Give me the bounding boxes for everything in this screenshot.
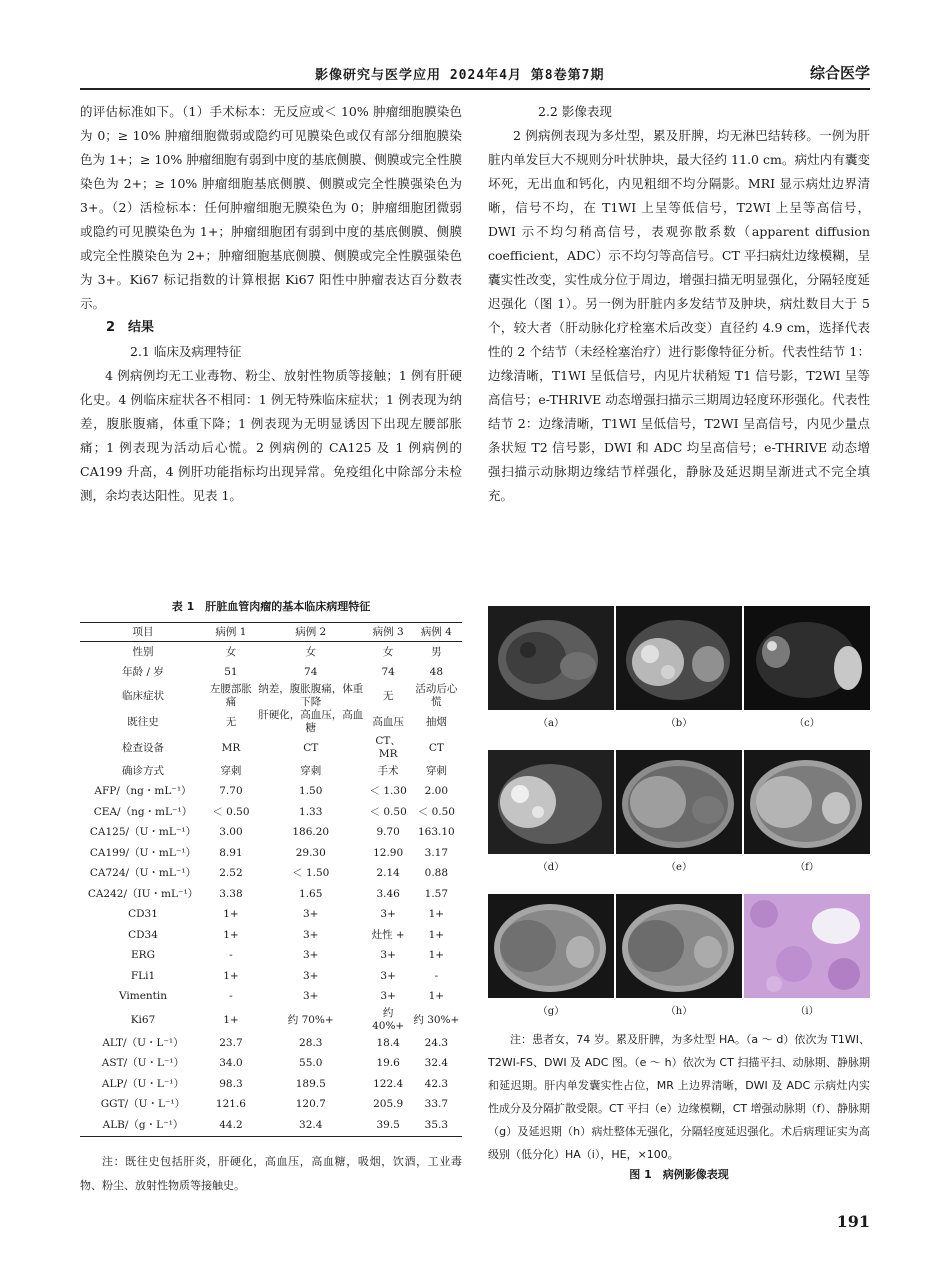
table-row <box>80 987 462 1008</box>
table-cell: CD34 <box>128 928 158 941</box>
table-cell: 98.3 <box>219 1077 243 1090</box>
table-cell: Ki67 <box>130 1013 156 1026</box>
table-cell: ＜ 1.50 <box>292 867 330 880</box>
table-row <box>80 709 462 735</box>
table-cell: 51 <box>224 666 238 679</box>
table-cell: 189.5 <box>295 1077 326 1090</box>
table-cell: 3+ <box>380 949 396 962</box>
table-cell: 1+ <box>223 908 239 921</box>
table-row <box>80 782 462 803</box>
table-cell: 3+ <box>302 928 319 941</box>
table-cell: CA724/（U・mL⁻¹） <box>89 867 197 880</box>
table-cell: 3+ <box>302 969 319 982</box>
table-cell: ＜ 0.50 <box>369 805 407 818</box>
table-cell: 既往史 <box>127 715 159 728</box>
table-cell: 1.57 <box>424 887 449 900</box>
table-cell: - <box>229 990 233 1003</box>
panel-d-adc-image <box>488 750 614 854</box>
figure-1 <box>488 606 870 1030</box>
table-row <box>80 683 462 709</box>
table-cell: 1+ <box>428 908 445 921</box>
table-cell: AST/（U・L⁻¹） <box>101 1057 185 1070</box>
table-cell: ＜ 0.50 <box>417 805 455 818</box>
label-g: （g） <box>537 1006 565 1017</box>
table-cell: AFP/（ng・mL⁻¹） <box>94 785 192 798</box>
table-cell: 灶性 + <box>371 928 405 941</box>
table-row <box>80 1054 462 1075</box>
table-cell: ALT/（U・L⁻¹） <box>102 1036 184 1049</box>
table-cell: ALP/（U・L⁻¹） <box>101 1077 185 1090</box>
table-cell: 2.00 <box>424 785 449 798</box>
table-cell: 122.4 <box>373 1077 404 1090</box>
table-cell: 临床症状 <box>122 689 164 702</box>
table-cell: Vimentin <box>118 990 168 1003</box>
table-cell: 手术 <box>377 764 399 777</box>
label-d: （d） <box>537 862 565 873</box>
table-cell: 1+ <box>223 1013 239 1026</box>
table-cell: CT <box>428 741 444 754</box>
figure-note: 注：患者女，74 岁。累及肝脾，为多灶型 HA。（a ～ d）依次为 T1WI、T2WI-FS、DWI 及 ADC 图。（e ～ h）依次为 CT 扫描平扫、动脉期、静脉期和延迟期。肝内单发囊实性占位，MR 上边界清晰，DWI 及 ADC 示病灶内实性成分及分隔扩散受限。CT 平扫（e）边缘模糊，CT 增强动脉期（f）、静脉期（g）及延迟期（h）病灶整体无强化，分隔轻度延迟强化。术后病理证实为高级别（低分化）HA（i），HE，×100。 <box>488 1033 870 1161</box>
table-cell: 121.6 <box>215 1098 246 1111</box>
table-row <box>80 966 462 987</box>
table-row <box>80 1033 462 1054</box>
table-cell: 35.3 <box>411 1115 462 1136</box>
table-cell: 8.91 <box>219 846 243 859</box>
table-cell: 23.7 <box>219 1036 243 1049</box>
label-h: （h） <box>665 1006 693 1017</box>
table-cell: 1+ <box>223 928 239 941</box>
table-cell: CA199/（U・mL⁻¹） <box>89 846 197 859</box>
table-cell: 1.33 <box>299 805 323 818</box>
clinical-table <box>80 622 462 1137</box>
table-row <box>80 663 462 684</box>
table-cell: 1+ <box>428 928 445 941</box>
table-cell: 48 <box>429 666 444 679</box>
table-cell: 抽烟 <box>425 715 447 728</box>
table-cell: 1.50 <box>299 785 323 798</box>
table-cell: 穿刺 <box>425 764 447 777</box>
table-cell: 39.5 <box>366 1115 411 1136</box>
panel-e-ct-plain-image <box>616 750 742 854</box>
table-cell: 42.3 <box>424 1077 449 1090</box>
table-header-cell: 病例 4 <box>411 623 462 642</box>
table-cell: GGT/（U・L⁻¹） <box>100 1098 186 1111</box>
table-cell: 2.14 <box>376 867 400 880</box>
subheading-2-2: 2.2 影像表现 <box>538 104 612 119</box>
table-cell: 3+ <box>380 908 396 921</box>
table-cell: 检查设备 <box>122 741 164 754</box>
table-cell: 无 <box>225 715 237 728</box>
panel-i-histology-image <box>744 894 870 998</box>
left-column <box>80 100 462 508</box>
table-cell: 44.2 <box>206 1115 256 1136</box>
table-cell: ＜ 1.30 <box>369 785 407 798</box>
label-e: （e） <box>666 862 692 873</box>
table-cell: CA125/（U・mL⁻¹） <box>89 826 197 839</box>
panel-g-ct-venous-image <box>488 894 614 998</box>
table-header-cell: 病例 2 <box>256 623 366 642</box>
table-row <box>80 864 462 885</box>
table-row <box>80 823 462 844</box>
table-cell: 3+ <box>302 949 319 962</box>
table-cell: 186.20 <box>292 826 330 839</box>
table-cell: 男 <box>431 645 442 658</box>
table-cell: 74 <box>304 666 318 679</box>
table-cell: ERG <box>131 949 155 962</box>
table-cell: 9.70 <box>376 826 400 839</box>
table-cell: - <box>229 949 233 962</box>
table-cell: 穿刺 <box>220 764 242 777</box>
figure-caption: 图 1 病例影像表现 <box>629 1168 729 1181</box>
table-row <box>80 802 462 823</box>
table-cell: 确诊方式 <box>122 764 164 777</box>
running-header <box>80 60 870 90</box>
table-cell: 肝硬化，高血压，高血糖 <box>258 709 364 734</box>
table-cell: ＜ 0.50 <box>212 805 250 818</box>
subheading-2-1: 2.1 临床及病理特征 <box>130 344 242 359</box>
table-cell: 0.88 <box>424 867 449 880</box>
table-header-cell: 项目 <box>80 623 206 642</box>
table-cell: 163.10 <box>417 826 455 839</box>
results-heading: 2 结果 <box>106 320 155 335</box>
table-row <box>80 843 462 864</box>
table-cell: 性别 <box>132 645 154 658</box>
table-cell: CA242/（IU・mL⁻¹） <box>87 887 199 900</box>
table-cell: CT <box>303 741 319 754</box>
table-cell: 7.70 <box>219 785 243 798</box>
table-cell: 55.0 <box>299 1057 323 1070</box>
table-cell: 32.4 <box>256 1115 366 1136</box>
table-cell: 74 <box>381 666 395 679</box>
table-cell: CEA/（ng・mL⁻¹） <box>93 805 193 818</box>
panel-c-dwi-image <box>744 606 870 710</box>
table-cell: 3.46 <box>376 887 400 900</box>
table-cell: 约 70%+ <box>287 1013 334 1026</box>
table-cell: 34.0 <box>219 1057 243 1070</box>
table-cell: 3.00 <box>219 826 243 839</box>
table-cell: 29.30 <box>295 846 326 859</box>
table-cell: 约 40%+ <box>372 1007 405 1032</box>
table-header-cell: 病例 1 <box>206 623 256 642</box>
table-row <box>80 761 462 782</box>
label-i: （i） <box>795 1006 819 1017</box>
table-cell: 活动后心慌 <box>415 683 458 708</box>
left-paragraph-1: 的评估标准如下。（1）手术标本：无反应或＜ 10% 肿瘤细胞膜染色为 0；≥ 10% 肿瘤细胞微弱或隐约可见膜染色或仅有部分细胞膜染色为 1+；≥ 10% 肿瘤细胞有弱到中度的基底侧膜、侧膜或完全性膜染色为 2+；≥ 10% 肿瘤细胞基底侧膜、侧膜或完全性膜强染色为 3+。（2）活检标本：任何肿瘤细胞无膜染色为 0；肿瘤细胞团微弱或隐约可见膜染色为 1+；肿瘤细胞团有弱到中度的基底侧膜、侧膜或完全性膜染色为 2+；肿瘤细胞基底侧膜、侧膜或完全性膜强染色为 3+。Ki67 标记指数的计算根据 Ki67 阳性中肿瘤表达百分数表示。 <box>80 104 462 311</box>
table-cell: 28.3 <box>299 1036 323 1049</box>
table-row <box>80 1007 462 1033</box>
table-cell: 3.17 <box>424 846 449 859</box>
table-cell: CT、MR <box>375 735 401 760</box>
table-cell: 3.38 <box>219 887 243 900</box>
table-row <box>80 1074 462 1095</box>
table-cell: 3+ <box>302 908 319 921</box>
table-cell: 纳差，腹胀腹痛，体重下降 <box>258 683 364 708</box>
table-row <box>80 642 462 663</box>
table-row <box>80 1095 462 1116</box>
table-row <box>80 884 462 905</box>
panel-a-t1wi-image <box>488 606 614 710</box>
table-row <box>80 946 462 967</box>
label-c: （c） <box>794 718 820 729</box>
table-cell: ALB/（g・L⁻¹） <box>80 1115 206 1136</box>
right-column <box>488 100 870 508</box>
label-b: （b） <box>665 718 693 729</box>
table-cell: 3+ <box>380 990 396 1003</box>
label-a: （a） <box>538 718 564 729</box>
panel-f-ct-arterial-image <box>744 750 870 854</box>
table-cell: 女 <box>382 645 394 658</box>
table-cell: 24.3 <box>424 1036 449 1049</box>
right-paragraph: 2 例病例表现为多灶型，累及肝脾，均无淋巴结转移。一例为肝脏内单发巨大不规则分叶状肿块，最大径约 11.0 cm。病灶内有囊变坏死，无出血和钙化，内见粗细不均分隔影。MRI 显示病灶边界清晰，信号不均，在 T1WI 上呈等低信号，T2WI 上呈等高信号，DWI 示不均匀稍高信号，表观弥散系数（apparent diffusion coefficient，ADC）示不均匀等高信号。CT 平扫病灶边缘模糊，呈囊实性改变，实性成分位于周边，增强扫描无明显强化，分隔轻度延迟强化（图 1）。另一例为肝脏内多发结节及肿块，病灶数目大于 5 个，较大者（肝动脉化疗栓塞术后改变）直径约 4.9 cm，选择代表性的 2 个结节（未经栓塞治疗）进行影像特征分析。代表性结节 1：边缘清晰，T1WI 呈低信号，内见片状稍短 T1 信号影，T2WI 呈等高信号；e-THRIVE 动态增强扫描示三期周边轻度环形强化。代表性结节 2：边缘清晰，T1WI 呈低信号，T2WI 呈高信号，内见少量点条状短 T2 信号影，DWI 和 ADC 均呈高信号；e-THRIVE 动态增强扫描示动脉期边缘结节样强化，静脉及延迟期呈渐进式不完全填充。 <box>488 128 870 503</box>
table-cell: 18.4 <box>376 1036 400 1049</box>
table-cell: 1.65 <box>299 887 323 900</box>
table-cell: FLi1 <box>130 969 156 982</box>
table-cell: - <box>434 969 439 982</box>
table-cell: 女 <box>305 645 316 658</box>
table-cell: 32.4 <box>424 1057 449 1070</box>
table-cell: 3+ <box>380 969 396 982</box>
table-row <box>80 735 462 761</box>
table-cell: 2.52 <box>219 867 243 880</box>
table-header-cell: 病例 3 <box>366 623 411 642</box>
table-cell: 年龄 / 岁 <box>122 666 164 679</box>
section-label: 综合医学 <box>809 64 870 82</box>
table-cell: 无 <box>382 689 394 702</box>
table-row <box>80 925 462 946</box>
table-caption: 表 1 肝脏血管肉瘤的基本临床病理特征 <box>171 600 371 613</box>
table-body <box>80 642 462 1137</box>
table-cell: 穿刺 <box>300 764 322 777</box>
table-row <box>80 1115 462 1136</box>
table-header-row <box>80 623 462 642</box>
journal-title: 影像研究与医学应用 2024年4月 第8卷第7期 <box>315 68 605 83</box>
table-cell: 205.9 <box>373 1098 404 1111</box>
table-cell: 19.6 <box>376 1057 400 1070</box>
table-cell: MR <box>221 741 241 754</box>
left-paragraph-2: 4 例病例均无工业毒物、粉尘、放射性物质等接触；1 例有肝硬化史。4 例临床症状各不相同：1 例无特殊临床症状；1 例表现为纳差，腹胀腹痛，体重下降；1 例表现为无明显诱因下出现左腰部胀痛；1 例表现为活动后心慌。2 例病例的 CA125 及 1 例病例的 CA199 升高，4 例肝功能指标均出现异常。免疫组化中除部分未检测，余均表达阳性。见表 1。 <box>80 368 462 503</box>
table-cell: 女 <box>225 645 237 658</box>
page-number: 191 <box>836 1212 870 1231</box>
table-cell: 1+ <box>428 990 445 1003</box>
table-cell: 1+ <box>223 969 239 982</box>
panel-h-ct-delayed-image <box>616 894 742 998</box>
table-cell: 120.7 <box>295 1098 326 1111</box>
table-cell: 12.90 <box>373 846 404 859</box>
table-cell: 1+ <box>428 949 445 962</box>
label-f: （f） <box>795 862 819 873</box>
table-row <box>80 905 462 926</box>
table-note: 注：既往史包括肝炎，肝硬化，高血压，高血糖，吸烟，饮酒，工业毒物、粉尘、放射性物质等接触史。 <box>80 1155 462 1192</box>
table-cell: 左腰部胀痛 <box>209 683 252 708</box>
table-cell: 33.7 <box>424 1098 449 1111</box>
panel-b-t2wi-image <box>616 606 742 710</box>
table-cell: 高血压 <box>372 715 404 728</box>
table-cell: 约 30%+ <box>413 1013 460 1026</box>
table-cell: CD31 <box>128 908 158 921</box>
table-cell: 3+ <box>302 990 319 1003</box>
